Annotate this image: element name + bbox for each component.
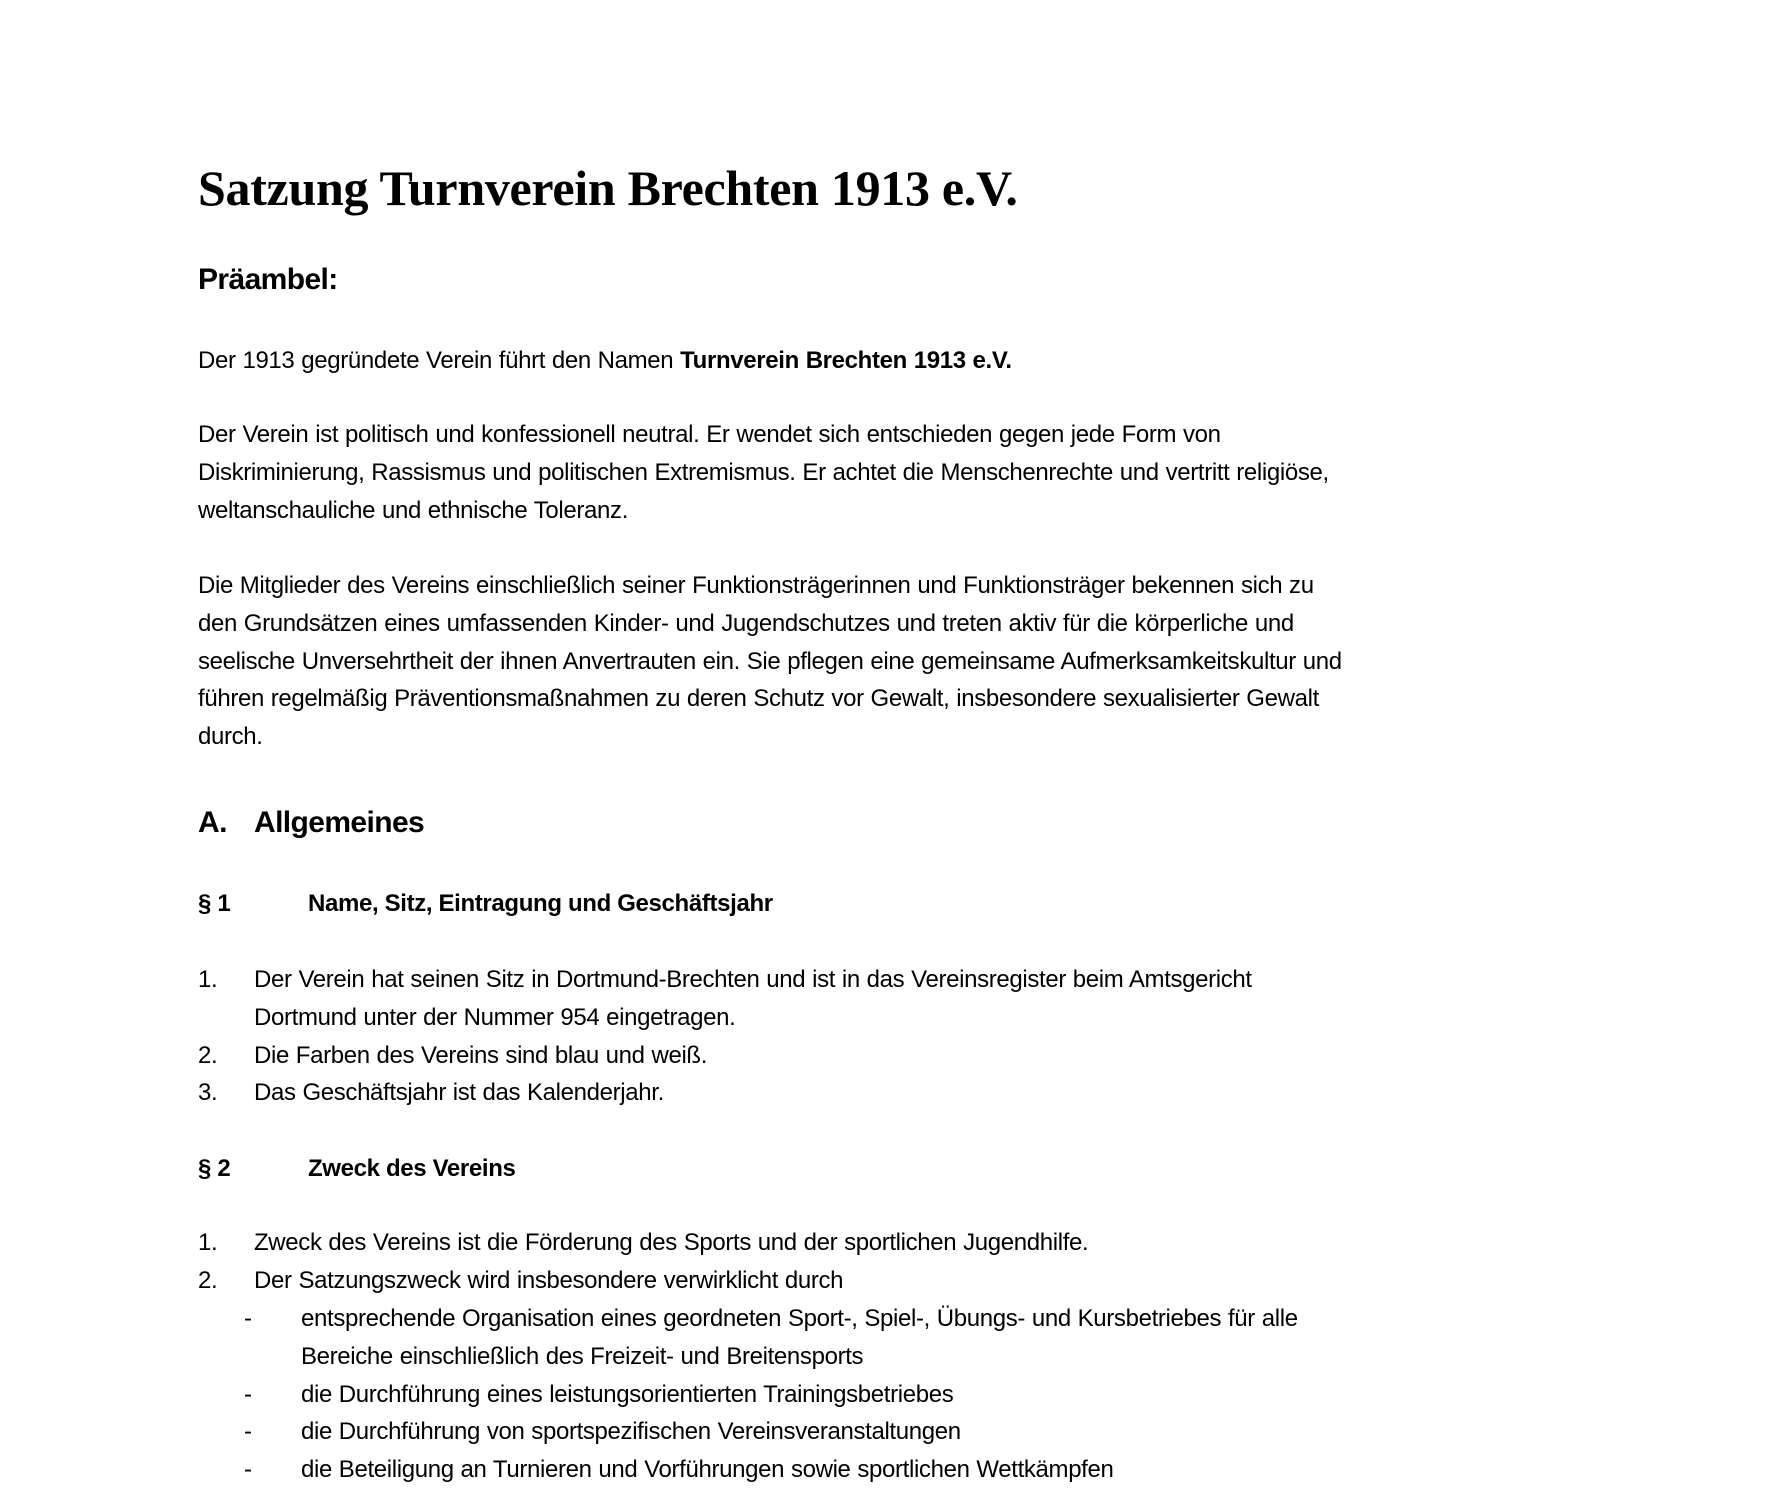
paragraph-1-heading (198, 886, 773, 922)
list-marker: 3. (198, 1079, 218, 1107)
paragraph-title: Name, Sitz, Eintragung und Geschäftsjahr (308, 890, 773, 917)
text-line: durch. (198, 723, 263, 751)
text-line: Der Satzungszweck wird insbesondere verwirklicht durch (254, 1266, 844, 1294)
text-line: Der Verein ist politisch und konfessionell neutral. Er wendet sich entschieden gegen jede Form von (198, 421, 1221, 448)
list-item (198, 1224, 1618, 1262)
document-title: Satzung Turnverein Brechten 1913 e.V. (198, 160, 1018, 216)
club-name-bold: Turnverein Brechten 1913 e.V. (680, 347, 1012, 374)
list-item (198, 1262, 1618, 1300)
preamble-paragraph-1 (198, 342, 1618, 380)
paragraph-number: § 1 (198, 890, 231, 917)
text-line: Der Verein hat seinen Sitz in Dortmund-Brechten und ist in das Vereinsregister beim Amtsgericht (254, 966, 1252, 993)
section-a-heading (198, 803, 424, 843)
list-marker: 2. (198, 1041, 218, 1069)
paragraph-2-heading (198, 1151, 516, 1187)
preamble-paragraph-2 (198, 416, 1618, 529)
dash-marker: - (244, 1305, 252, 1332)
text-line: die Durchführung eines leistungsorientierten Trainingsbetriebes (301, 1380, 954, 1408)
paragraph-number: § 2 (198, 1155, 231, 1182)
dash-marker: - (244, 1418, 252, 1446)
text-line: die Beteiligung an Turnieren und Vorführungen sowie sportlichen Wettkämpfen (301, 1456, 1114, 1484)
text-line: entsprechende Organisation eines geordneten Sport-, Spiel-, Übungs- und Kursbetriebes für alle (301, 1305, 1298, 1332)
paragraph-title: Zweck des Vereins (308, 1155, 516, 1182)
text-line: führen regelmäßig Präventionsmaßnahmen zu deren Schutz vor Gewalt, insbesondere sexualisierter Gewalt (198, 685, 1319, 713)
dash-marker: - (244, 1456, 252, 1484)
text-line: Die Farben des Vereins sind blau und weiß. (254, 1041, 708, 1069)
text-line: Zweck des Vereins ist die Förderung des Sports und der sportlichen Jugendhilfe. (254, 1229, 1089, 1256)
list-marker: 1. (198, 966, 218, 993)
text-line: Diskriminierung, Rassismus und politischen Extremismus. Er achtet die Menschenrechte und vertritt religiöse, (198, 458, 1329, 486)
text-line: weltanschauliche und ethnische Toleranz. (198, 496, 629, 524)
purpose-sublist (198, 1300, 1618, 1489)
dash-marker: - (244, 1380, 252, 1408)
text-line: den Grundsätzen eines umfassenden Kinder- und Jugendschutzes und treten aktiv für die körperliche und (198, 609, 1294, 637)
list-item (198, 1037, 1618, 1075)
sublist-item (198, 1413, 1618, 1451)
text-line: Die Mitglieder des Vereins einschließlich seiner Funktionsträgerinnen und Funktionsträger bekennen sich zu (198, 572, 1314, 599)
text-line: seelische Unversehrtheit der ihnen Anvertrauten ein. Sie pflegen eine gemeinsame Aufmerksamkeitskultur und (198, 647, 1342, 675)
text-line: Dortmund unter der Nummer 954 eingetragen. (254, 1003, 736, 1031)
text-line (198, 342, 1618, 380)
preamble-heading: Präambel: (198, 263, 338, 296)
text-line: die Durchführung von sportspezifischen Vereinsveranstaltungen (301, 1418, 961, 1446)
text-line: Bereiche einschließlich des Freizeit- und Breitensports (301, 1342, 864, 1370)
sublist-item (198, 1376, 1618, 1414)
section-title: Allgemeines (254, 806, 425, 839)
text-run: Der 1913 gegründete Verein führt den Namen (198, 347, 681, 374)
sublist-item (198, 1451, 1618, 1489)
list-marker: 2. (198, 1266, 218, 1294)
sublist-item (198, 1300, 1618, 1376)
list-marker: 1. (198, 1229, 218, 1256)
list-item (198, 1074, 1618, 1112)
paragraph-2-list (198, 1224, 1618, 1300)
paragraph-1-list (198, 961, 1618, 1112)
section-letter: A. (198, 806, 227, 839)
list-item (198, 961, 1618, 1037)
text-line: Das Geschäftsjahr ist das Kalenderjahr. (254, 1079, 664, 1107)
preamble-paragraph-3 (198, 567, 1618, 756)
